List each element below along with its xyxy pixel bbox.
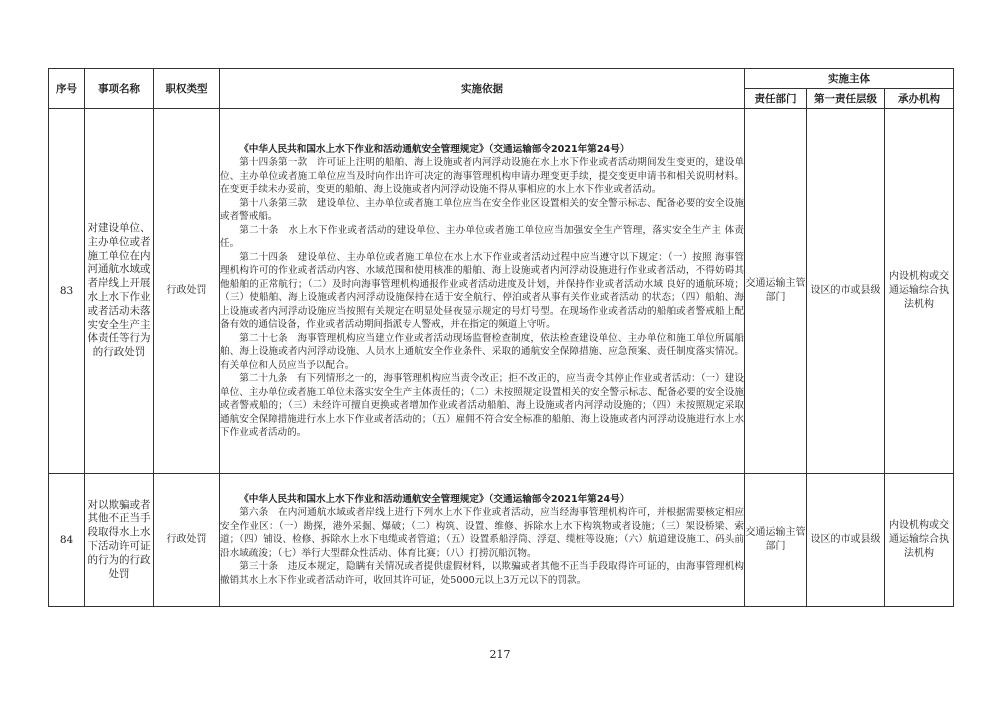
basis-law-title: 《中华人民共和国水上水下作业和活动通航安全管理规定》（交通运输部令2021年第24号）	[239, 143, 630, 155]
basis-article: 第十四条第一款 许可证上注明的船舶、海上设施或者内河浮动设施在水上水下作业或者活动期间发生变更的，建设单位、主办单位或者施工单位应当及时向作出许可决定的海事管理机构申请办理变更手续，提交变更申请书和相关说明材料。在变更手续未办妥前，变更的船舶、海上设施或者内河浮动设施不得从事相应的水上水下作业或者活动。	[220, 157, 744, 195]
row-org: 内设机构或交通运输综合执法机构	[885, 109, 954, 474]
items-table	[48, 68, 954, 607]
header-seq: 序号	[49, 69, 85, 109]
row-dept: 交通运输主管部门	[745, 109, 807, 474]
row-org: 内设机构或交通运输综合执法机构	[885, 474, 954, 607]
row-seq: 83	[49, 109, 85, 474]
row-item-name: 对建设单位、主办单位或者施工单位在内河通航水域或者岸线上开展水上水下作业或者活动未落实安全生产主体责任等行为的行政处罚	[85, 109, 154, 474]
row-basis	[220, 474, 745, 607]
basis-article: 第二十七条 海事管理机构应当建立作业或者活动现场监督检查制度，依法检查建设单位、主办单位和施工单位所属船舶、海上设施或者内河浮动设施、人员水上通航安全作业条件、采取的通航安全保障措施、应急预案、责任制度落实情况。有关单位和人员应当予以配合。	[220, 332, 744, 371]
header-basis: 实施依据	[220, 69, 745, 109]
header-org: 承办机构	[885, 89, 954, 109]
row-power-type: 行政处罚	[154, 474, 220, 607]
basis-article: 第十八条第三款 建设单位、主办单位或者施工单位应当在安全作业区设置相关的安全警示标志、配备必要的安全设施或者警戒船。	[220, 197, 744, 222]
header-level: 第一责任层级	[807, 89, 885, 109]
basis-article: 第六条 在内河通航水域或者岸线上进行下列水上水下作业或者活动，应当经海事管理机构许可，并根据需要核定相应安全作业区：（一）勘探，港外采掘、爆破；（二）构筑、设置、维修、拆除水上水下构筑物或者设施；（三）架设桥梁、索道；（四）铺设、检修、拆除水上水下电缆或者管道；（五）设置系船浮筒、浮趸、缆桩等设施；（六）航道建设施工、码头前沿水域疏浚；（七）举行大型群众性活动、体育比赛；（八）打捞沉船沉物。	[220, 507, 744, 559]
row-item-name: 对以欺骗或者其他不正当手段取得水上水下活动许可证的行为的行政处罚	[85, 474, 154, 607]
basis-article: 第二十条 水上水下作业或者活动的建设单位、主办单位或者施工单位应当加强安全生产管理，落实安全生产主 体责任。	[220, 224, 744, 249]
table-row	[49, 109, 954, 474]
row-power-type: 行政处罚	[154, 109, 220, 474]
row-level: 设区的市或县级	[807, 474, 885, 607]
row-basis	[220, 109, 745, 474]
basis-article: 第二十九条 有下列情形之一的，海事管理机构应当责令改正；拒不改正的，应当责令其停止作业或者活动：（一）建设单位、主办单位或者施工单位未落实安全生产主体责任的；（二）未按照规定设置相关的安全警示标志、配备必要的安全设施或者警戒船的；（三）未经许可擅自更换或者增加作业或者活动船舶、海上设施或者内河浮动设施的；（四）未按照规定采取通航安全保障措施进行水上水下作业或者活动的；（五）雇佣不符合安全标准的船舶、海上设施或者内河浮动设施进行水上水下作业或者活动的。	[220, 373, 744, 438]
page-number: 217	[489, 648, 511, 661]
header-power-type: 职权类型	[154, 69, 220, 109]
header-row-1	[49, 69, 954, 89]
header-subject: 实施主体	[745, 69, 954, 89]
table-row	[49, 474, 954, 607]
basis-article: 第三十条 违反本规定，隐瞒有关情况或者提供虚假材料，以欺骗或者其他不正当手段取得许可证的，由海事管理机构撤销其水上水下作业或者活动许可，收回其许可证，处5000元以上3万元以下的罚款。	[220, 561, 744, 586]
row-dept: 交通运输主管部门	[745, 474, 807, 607]
row-seq: 84	[49, 474, 85, 607]
basis-law-title: 《中华人民共和国水上水下作业和活动通航安全管理规定》（交通运输部令2021年第24号）	[239, 493, 630, 505]
row-level: 设区的市或县级	[807, 109, 885, 474]
header-dept: 责任部门	[745, 89, 807, 109]
header-item-name: 事项名称	[85, 69, 154, 109]
basis-article: 第二十四条 建设单位、主办单位或者施工单位在水上水下作业或者活动过程中应当遵守以下规定：（一）按照 海事管理机构许可的作业或者活动内容、水域范围和使用核准的船舶、海上设施或者内河浮动设施进行作业或者活动，不得妨碍其他船舶的正常航行；（二）及时向海事管理机构通报作业或者活动进度及计划，并保持作业或者活动水域 良好的通航环境；（三）使船舶、海上设施或者内河浮动设施保持在适于安全航行、停泊或者从事有关作业或者活动 的状态；（四）船舶、海上设施或者内河浮动设施应当按照有关规定在明显处昼夜显示规定的号灯号型。在现场作业或者活动的船舶或者警戒船上配备有效的通信设备，作业或者活动期间指派专人警戒，并在指定的频道上守听。	[220, 251, 744, 330]
